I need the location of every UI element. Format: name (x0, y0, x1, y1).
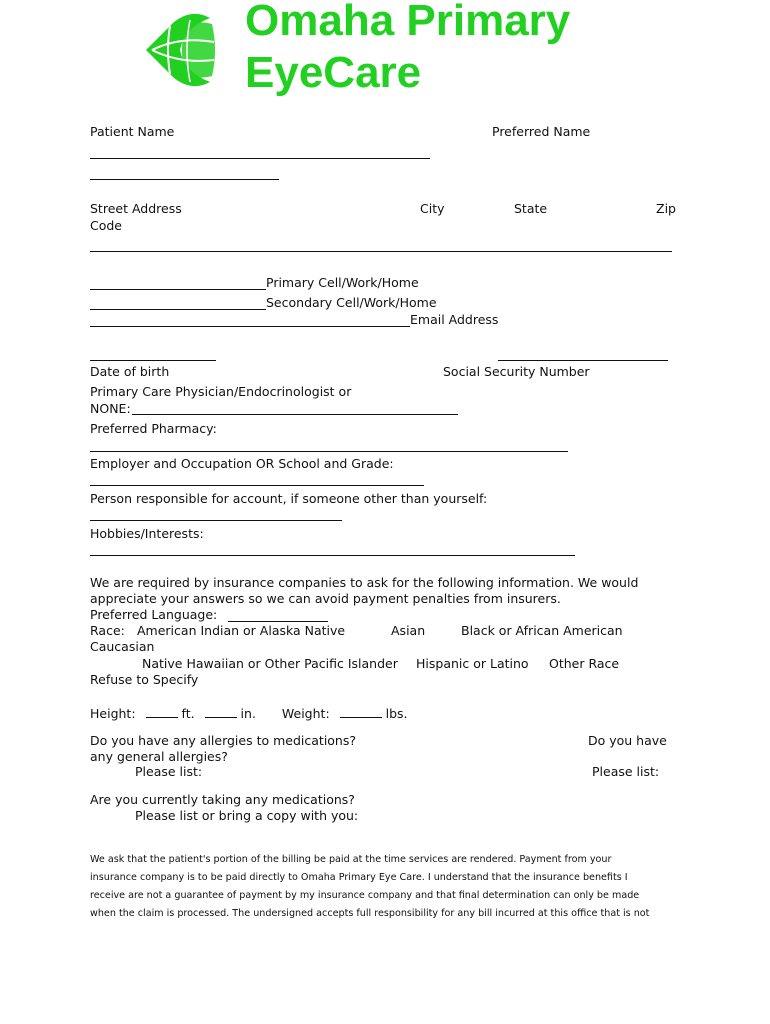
medications-instruction: Please list or bring a copy with you: (135, 808, 359, 823)
race-option-other[interactable]: Other Race (549, 656, 620, 671)
dob-field[interactable] (90, 360, 216, 361)
primary-phone-label: Primary Cell/Work/Home (266, 275, 419, 290)
weight-label: Weight: (281, 706, 330, 721)
general-allergies-question-part1: Do you have (588, 733, 667, 748)
dob-label: Date of birth (90, 364, 170, 379)
lbs-label: lbs. (385, 706, 408, 721)
zip-label: Zip (656, 201, 676, 216)
email-field[interactable] (90, 326, 410, 327)
patient-name-label: Patient Name (90, 124, 175, 139)
ssn-label: Social Security Number (443, 364, 590, 379)
pharmacy-field[interactable] (90, 451, 568, 452)
medications-question: Are you currently taking any medications? (90, 792, 355, 807)
responsible-field[interactable] (90, 520, 342, 521)
street-address-label: Street Address (90, 201, 182, 216)
race-option-american-indian[interactable]: American Indian or Alaska Native (137, 623, 346, 638)
responsible-label: Person responsible for account, if someone other than yourself: (90, 491, 488, 506)
physician-label: Primary Care Physician/Endocrinologist or (90, 384, 352, 399)
insurance-intro-line1: We are required by insurance companies to ask for the following information. We would (90, 575, 639, 590)
race-option-hispanic[interactable]: Hispanic or Latino (416, 656, 529, 671)
weight-field[interactable] (340, 716, 382, 718)
secondary-phone-label: Secondary Cell/Work/Home (266, 295, 437, 310)
physician-field[interactable] (132, 414, 458, 415)
insurance-intro-line2: appreciate your answers so we can avoid payment penalties from insurers. (90, 591, 561, 606)
race-option-caucasian[interactable]: Caucasian (90, 639, 155, 654)
brand-name-line2: EyeCare (245, 48, 422, 97)
state-label: State (514, 201, 548, 216)
address-field[interactable] (90, 251, 672, 252)
code-label: Code (90, 218, 123, 233)
brand-name-line1: Omaha Primary (245, 0, 571, 45)
hobbies-label: Hobbies/Interests: (90, 526, 204, 541)
hobbies-field[interactable] (90, 555, 575, 556)
preferred-name-field[interactable] (90, 179, 279, 180)
employer-field[interactable] (90, 485, 424, 486)
general-allergies-list-label: Please list: (592, 764, 660, 779)
disclaimer-line-1: We ask that the patient's portion of the billing be paid at the time services are rendered. Payment from your (90, 854, 612, 865)
ssn-field[interactable] (498, 360, 668, 361)
physician-none-label: NONE: (90, 401, 131, 416)
race-option-black[interactable]: Black or African American (461, 623, 623, 638)
disclaimer-line-2: insurance company is to be paid directly to Omaha Primary Eye Care. I understand that the insurance benefits I (90, 872, 628, 883)
disclaimer-line-3: receive are not a guarantee of payment by my insurance company and that final determination can only be made (90, 890, 640, 901)
race-label: Race: (90, 623, 125, 638)
preferred-language-field[interactable] (228, 621, 328, 622)
patient-name-field[interactable] (90, 158, 430, 159)
preferred-language-label: Preferred Language: (90, 607, 218, 622)
disclaimer-line-4: when the claim is processed. The undersigned accepts full responsibility for any bill incurred at this office that is not (90, 908, 650, 919)
primary-phone-field[interactable] (90, 289, 266, 290)
employer-label: Employer and Occupation OR School and Grade: (90, 456, 394, 471)
race-option-refuse[interactable]: Refuse to Specify (90, 672, 199, 687)
general-allergies-question-part2: any general allergies? (90, 749, 228, 764)
medication-allergies-question: Do you have any allergies to medications? (90, 733, 357, 748)
in-label: in. (240, 706, 256, 721)
race-option-native-hawaiian[interactable]: Native Hawaiian or Other Pacific Islander (142, 656, 398, 671)
height-in-field[interactable] (205, 716, 237, 718)
city-label: City (420, 201, 445, 216)
height-weight-row (90, 706, 408, 721)
medication-allergies-list-label: Please list: (135, 764, 203, 779)
ft-label: ft. (181, 706, 195, 721)
email-label: Email Address (410, 312, 499, 327)
height-ft-field[interactable] (146, 716, 178, 718)
eye-logo-icon (140, 6, 220, 94)
race-option-asian[interactable]: Asian (391, 623, 426, 638)
pharmacy-label: Preferred Pharmacy: (90, 421, 217, 436)
height-label: Height: (90, 706, 136, 721)
preferred-name-label: Preferred Name (492, 124, 591, 139)
secondary-phone-field[interactable] (90, 309, 266, 310)
